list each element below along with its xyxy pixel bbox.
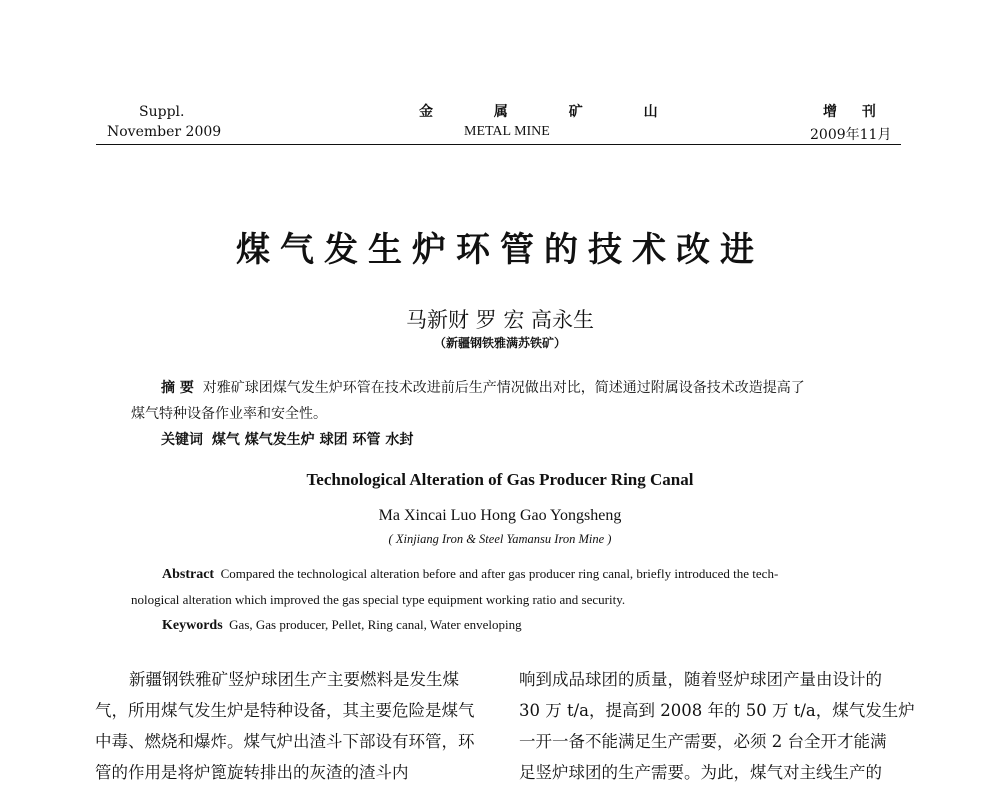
- abstract-en-line2: nological alteration which improved the gas special type equipment working ratio and security.: [131, 592, 626, 607]
- body-right-line: 足竖炉球团的生产需要。为此，煤气对主线生产的: [519, 763, 882, 782]
- abstract-en-text1: Compared the technological alteration before and after gas producer ring canal, briefly introduced the tech-: [220, 566, 779, 581]
- header-supplement-zh: 增 刊: [823, 104, 886, 120]
- authors-en: Ma Xincai Luo Hong Gao Yongsheng: [378, 507, 622, 524]
- keywords-en: [162, 617, 522, 634]
- body-left-line: 中毒、燃烧和爆炸。煤气炉出渣斗下部设有环管，环: [95, 732, 475, 751]
- keywords-label-zh: 关键词: [161, 432, 203, 448]
- authors-zh: 马新财 罗 宏 高永生: [405, 308, 595, 332]
- keywords-label-en: Keywords: [162, 618, 223, 633]
- body-right-line: 一开一备不能满足生产需要，必须 2 台全开才能满: [519, 732, 887, 751]
- keywords-en-text: Gas, Gas producer, Pellet, Ring canal, Water enveloping: [229, 617, 522, 632]
- journal-title-zh: 金 属 矿 山: [419, 104, 686, 120]
- abstract-zh-line1: [161, 376, 805, 400]
- header-rule: [96, 144, 901, 145]
- affiliation-zh: （新疆钢铁雅满苏铁矿）: [433, 336, 566, 350]
- header-suppl: Suppl.: [139, 104, 185, 120]
- body-right-line: 30 万 t/a，提高到 2008 年的 50 万 t/a，煤气发生炉: [519, 701, 915, 720]
- body-right-line: 响到成品球团的质量，随着竖炉球团产量由设计的: [519, 670, 882, 689]
- journal-title-en: METAL MINE: [464, 124, 550, 139]
- abstract-label-en: Abstract: [162, 567, 215, 582]
- keywords-zh: [161, 428, 413, 452]
- body-left-line: 气，所用煤气发生炉是特种设备，其主要危险是煤气: [95, 701, 475, 720]
- abstract-en-line1: [162, 566, 778, 583]
- paper-title-zh: 煤气发生炉环管的技术改进: [236, 230, 764, 270]
- affiliation-en: ( Xinjiang Iron & Steel Yamansu Iron Mine ): [388, 532, 612, 546]
- abstract-zh-line2: 煤气特种设备作业率和安全性。: [131, 406, 327, 422]
- body-left-line: 管的作用是将炉篦旋转排出的灰渣的渣斗内: [95, 763, 409, 782]
- header-date-en: November 2009: [107, 124, 222, 140]
- keywords-zh-text: 煤气 煤气发生炉 球团 环管 水封: [211, 432, 414, 448]
- header-date-zh: 2009年11月: [810, 127, 892, 143]
- paper-title-en: Technological Alteration of Gas Producer Ring Canal: [306, 470, 694, 489]
- abstract-label-zh: 摘 要: [161, 380, 194, 396]
- body-left-line: 新疆钢铁雅矿竖炉球团生产主要燃料是发生煤: [129, 670, 459, 689]
- body-left-column: [95, 664, 475, 788]
- body-right-column: [519, 664, 915, 788]
- abstract-zh-text1: 对雅矿球团煤气发生炉环管在技术改进前后生产情况做出对比，简述通过附属设备技术改造提高了: [202, 380, 805, 396]
